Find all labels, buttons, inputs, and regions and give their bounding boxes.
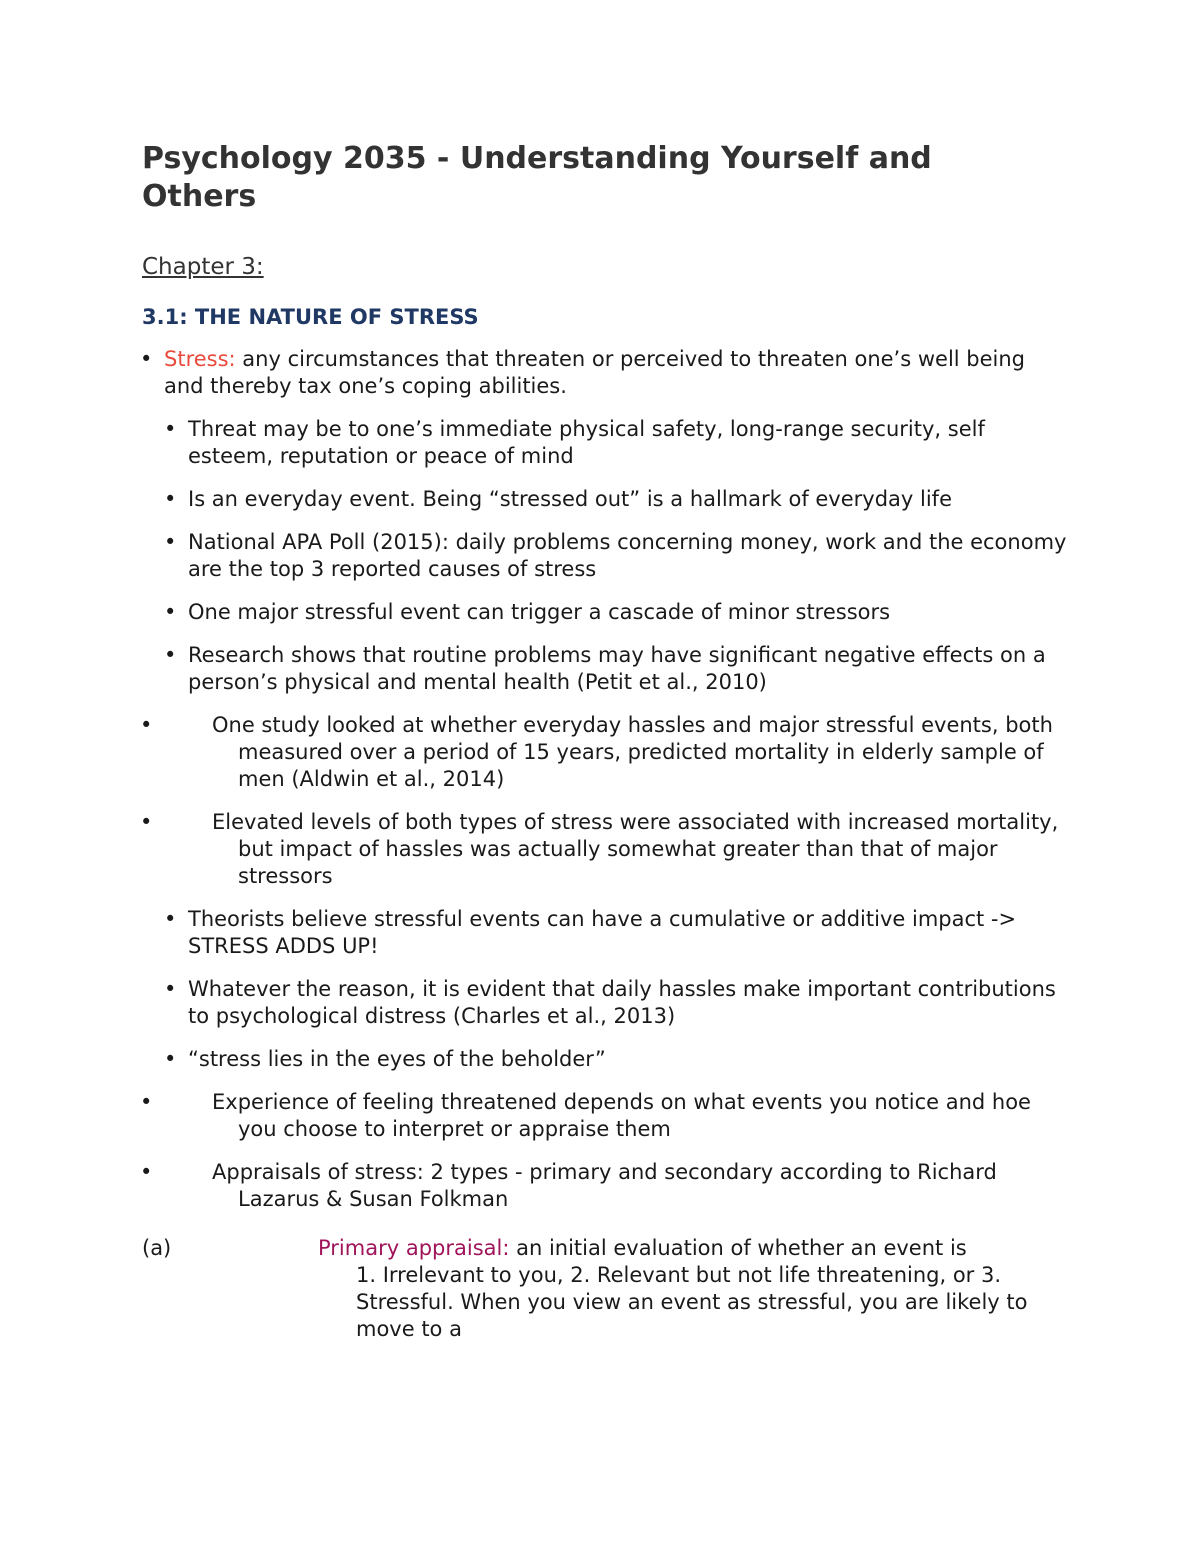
bullet-icon: • [164, 487, 177, 511]
bullet-icon: • [140, 810, 153, 834]
list-item [140, 976, 1070, 1030]
bullet-icon: • [140, 713, 153, 737]
list-item [140, 416, 1070, 470]
appraisal-text-first: an initial evaluation of whether an event is [509, 1236, 967, 1260]
item-label: (a) [142, 1236, 172, 1260]
list-item [140, 1046, 1070, 1073]
bullet-text: Research shows that routine problems may have significant negative effects on a person’s physical and mental health (Petit et al., 2010) [188, 643, 1046, 694]
bullet-icon: • [164, 600, 177, 624]
list-item [140, 599, 1070, 626]
bullet-text: Is an everyday event. Being “stressed out” is a hallmark of everyday life [188, 487, 952, 511]
list-item [140, 1089, 1070, 1143]
bullet-icon: • [164, 977, 177, 1001]
bullet-text: Threat may be to one’s immediate physical safety, long-range security, self esteem, reputation or peace of mind [188, 417, 985, 468]
appraisal-text-rest: 1. Irrelevant to you, 2. Relevant but not life threatening, or 3. Stressful. When you view an event as stressful, you are likely to move to a [356, 1263, 1028, 1341]
list-item [140, 906, 1070, 960]
bullet-icon: • [164, 530, 177, 554]
bullet-icon: • [164, 417, 177, 441]
bullet-text: “stress lies in the eyes of the beholder” [188, 1047, 606, 1071]
list-item [140, 712, 1070, 793]
section-heading: 3.1: THE NATURE OF STRESS [142, 305, 479, 329]
list-item [140, 346, 1070, 400]
bullet-text: Experience of feeling threatened depends on what events you notice and hoe you choose to interpret or appraise them [212, 1090, 1031, 1141]
bullet-text: Appraisals of stress: 2 types - primary and secondary according to Richard Lazarus & Susan Folkman [212, 1160, 997, 1211]
bullet-text: Theorists believe stressful events can have a cumulative or additive impact -> STRESS ADDS UP! [188, 907, 1017, 958]
bullet-icon: • [140, 1090, 153, 1114]
bullet-text: One study looked at whether everyday hassles and major stressful events, both measured over a period of 15 years, predicted mortality in elderly sample of men (Aldwin et al., 2014) [212, 713, 1053, 791]
bullet-icon: • [164, 643, 177, 667]
term-primary-appraisal: Primary appraisal: [318, 1236, 510, 1260]
list-item [140, 486, 1070, 513]
document-title: Psychology 2035 - Understanding Yourself and Others [142, 141, 932, 214]
bullet-icon: • [164, 907, 177, 931]
chapter-heading: Chapter 3: [142, 254, 264, 280]
bullet-icon: • [164, 1047, 177, 1071]
appraisal-body [318, 1235, 1058, 1343]
bullet-text: Whatever the reason, it is evident that daily hassles make important contributions to psychological distress (Charles et al., 2013) [188, 977, 1056, 1028]
term-stress: Stress: [164, 347, 236, 371]
list-item [140, 529, 1070, 583]
bullet-text: National APA Poll (2015): daily problems concerning money, work and the economy are the top 3 reported causes of stress [188, 530, 1067, 581]
bullet-list [140, 346, 1070, 1229]
list-item [140, 809, 1070, 890]
bullet-icon: • [140, 347, 153, 371]
bullet-text: Elevated levels of both types of stress were associated with increased mortality, but impact of hassles was actually somewhat greater than that of major stressors [212, 810, 1059, 888]
bullet-text: One major stressful event can trigger a cascade of minor stressors [188, 600, 891, 624]
list-item [140, 1159, 1070, 1213]
bullet-text: any circumstances that threaten or perceived to threaten one’s well being and thereby tax one’s coping abilities. [164, 347, 1026, 398]
list-item [140, 642, 1070, 696]
bullet-icon: • [140, 1160, 153, 1184]
